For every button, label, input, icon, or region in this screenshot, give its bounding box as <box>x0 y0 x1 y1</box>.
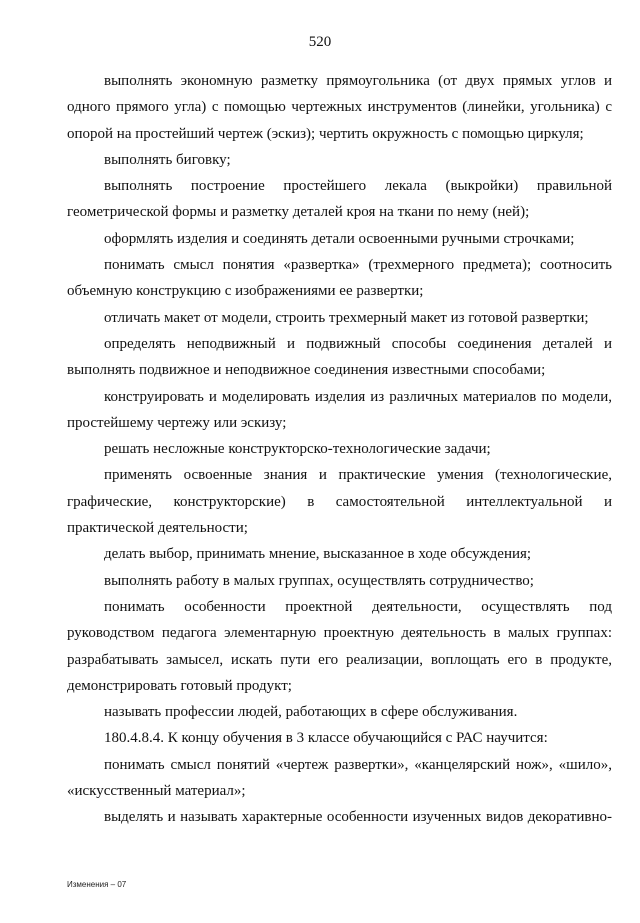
paragraph: выполнять экономную разметку прямоугольника (от двух прямых углов и одного прямого угла) с помощью чертежных инструментов (линейки, угольника) с опорой на простейший чертеж (эскиз); чертить окружность с помощью циркуля; <box>67 73 612 142</box>
paragraph: определять неподвижный и подвижный способы соединения деталей и выполнять подвижное и неподвижное соединения известными способами; <box>67 335 612 379</box>
paragraph: выполнять построение простейшего лекала (выкройки) правильной геометрической формы и разметку деталей кроя на ткани по нему (ней); <box>67 178 612 221</box>
paragraph: решать несложные конструкторско-технологические задачи; <box>104 441 491 458</box>
paragraph: выполнять биговку; <box>104 151 231 168</box>
paragraph: отличать макет от модели, строить трехмерный макет из готовой развертки; <box>104 309 589 326</box>
paragraph: понимать особенности проектной деятельности, осуществлять под руководством педагога элементарную проектную деятельность в малых группах: разрабатывать замысел, искать пути его реализации, воплощать его в продукте, демонстрировать готовый продукт; <box>67 598 612 694</box>
document-body <box>67 68 612 831</box>
paragraph: называть профессии людей, работающих в сфере обслуживания. <box>104 704 518 721</box>
paragraph: выполнять работу в малых группах, осуществлять сотрудничество; <box>104 572 534 589</box>
paragraph: понимать смысл понятий «чертеж развертки», «канцелярский нож», «шило», «искусственный материал»; <box>67 756 612 800</box>
page-number: 520 <box>308 34 332 50</box>
paragraph: конструировать и моделировать изделия из различных материалов по модели, простейшему чертежу или эскизу; <box>67 388 612 431</box>
paragraph: делать выбор, принимать мнение, высказанное в ходе обсуждения; <box>104 546 532 563</box>
paragraph: оформлять изделия и соединять детали освоенными ручными строчками; <box>104 230 575 247</box>
footer-note: Изменения – 07 <box>67 880 127 889</box>
paragraph: понимать смысл понятия «развертка» (трехмерного предмета); соотносить объемную конструкцию с изображениями ее развертки; <box>67 257 612 300</box>
paragraph: выделять и называть характерные особенности изученных видов декоративно- <box>104 809 612 826</box>
paragraph: применять освоенные знания и практические умения (технологические, графические, конструкторские) в самостоятельной интеллектуальной и практической деятельности; <box>67 467 612 537</box>
section-heading: 180.4.8.4. К концу обучения в 3 классе обучающийся с РАС научится: <box>104 730 548 747</box>
